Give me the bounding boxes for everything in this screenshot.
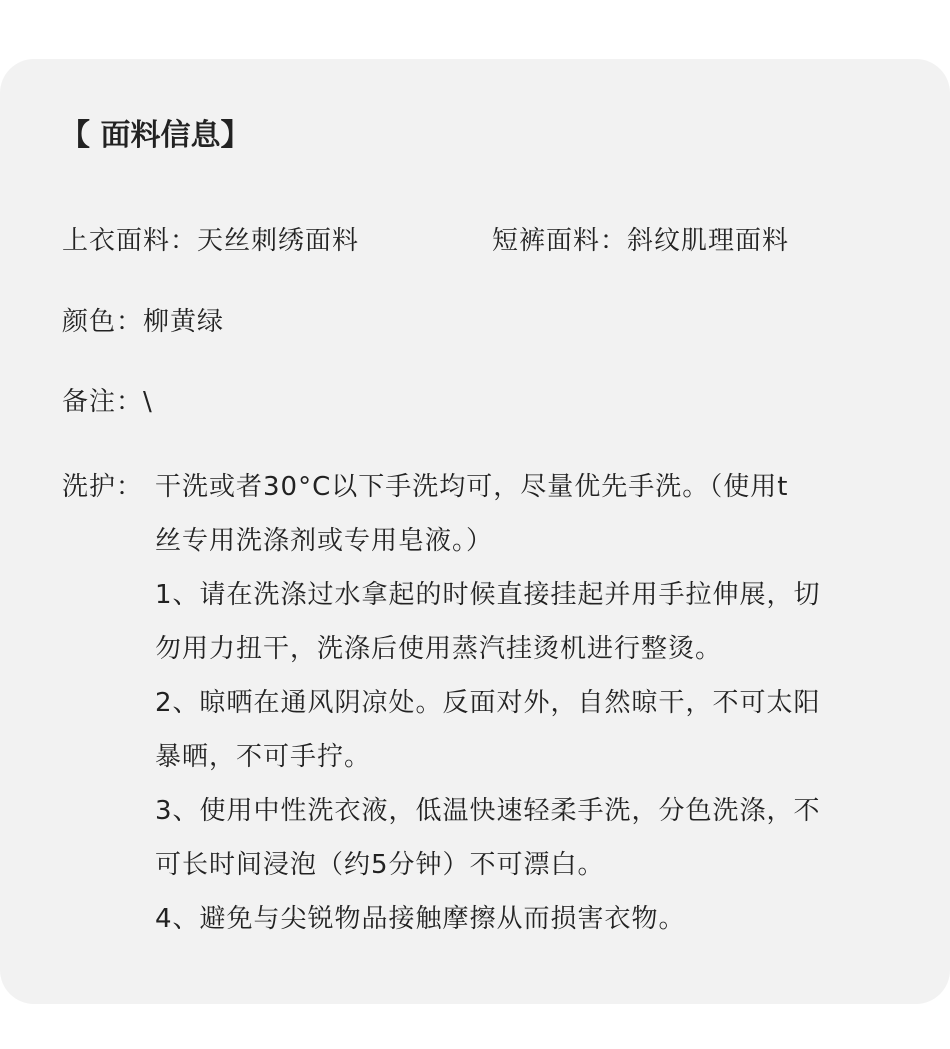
section-title: 【 面料信息】: [60, 118, 251, 153]
top-fabric-row: [62, 221, 359, 261]
wash-care-line: 干洗或者30°C以下手洗均可，尽量优先手洗。（使用t: [155, 472, 789, 502]
color-label: 颜色：: [62, 307, 144, 337]
note-row: [62, 382, 153, 422]
wash-care-line: 2、晾晒在通风阴凉处。反面对外，自然晾干，不可太阳: [155, 688, 821, 718]
note-value: \: [143, 387, 153, 417]
shorts-fabric-label: 短裤面料：: [492, 226, 628, 256]
color-value: 柳黄绿: [143, 307, 225, 337]
wash-care-label: 洗护：: [62, 472, 144, 502]
wash-care-line: 丝专用洗涤剂或专用皂液。）: [155, 526, 494, 556]
wash-care-line: 勿用力扭干，洗涤后使用蒸汽挂烫机进行整烫。: [155, 634, 723, 664]
wash-care-line: 暴晒，不可手拧。: [155, 742, 372, 772]
wash-care-line: 3、使用中性洗衣液，低温快速轻柔手洗，分色洗涤，不: [155, 796, 821, 826]
top-fabric-label: 上衣面料：: [62, 226, 198, 256]
shorts-fabric-row: [492, 221, 789, 261]
wash-care-line: 可长时间浸泡（约5分钟）不可漂白。: [155, 850, 605, 880]
color-row: [62, 302, 224, 342]
shorts-fabric-value: 斜纹肌理面料: [627, 226, 790, 256]
wash-care-line: 1、请在洗涤过水拿起的时候直接挂起并用手拉伸展，切: [155, 580, 821, 610]
top-fabric-value: 天丝刺绣面料: [197, 226, 360, 256]
wash-care-line: 4、避免与尖锐物品接触摩擦从而损害衣物。: [155, 904, 686, 934]
note-label: 备注：: [62, 387, 144, 417]
